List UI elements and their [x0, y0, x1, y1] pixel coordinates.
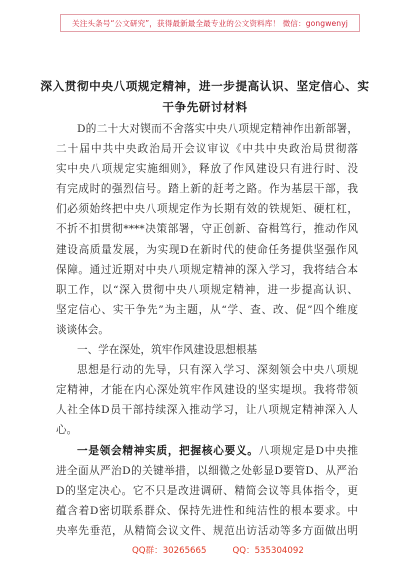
document-title-line-2: 干争先研讨材料	[162, 100, 248, 114]
paragraph-line: 有完成时的强烈信号。踏上新的赶考之路。作为基层干部，我	[56, 183, 358, 196]
paragraph-line: 坚定信心、实干争先”为主题，从“学、查、改、促”四个维度	[56, 303, 358, 316]
paragraph-line: D的二十大对锲而不舍落实中央八项规定精神作出新部署，	[77, 123, 358, 135]
paragraph-line: 二十届中共中央政治局开会议审议《中共中央政治局贯彻落	[56, 143, 358, 156]
paragraph-line: 进全面从严治D的关键举措，以细微之处彰显D要管D、从严治	[56, 464, 358, 477]
paragraph-line: 建设高质量发展，为实现D在新时代的使命任务提供坚强作风	[56, 243, 358, 256]
footer-contact	[132, 544, 304, 556]
section-heading: 一、学在深处，筑牢作风建设思想根基	[77, 344, 258, 357]
header-banner: 关注头条号“公文研究”，获得最新最全最专业的公文资料库！ 微信：gongwenyj	[60, 14, 360, 32]
paragraph-line: 蕴含着D密切联系群众、保持先进性和纯洁性的根本要求。中	[56, 504, 358, 517]
paragraph-line-mixed	[56, 441, 358, 461]
paragraph-line: 心。	[56, 424, 78, 437]
paragraph-line: D的坚定决心。它不只是改进调研、精简会议等具体指令，更	[56, 484, 358, 497]
paragraph-line: 们必须始终把中央八项规定作为长期有效的铁规矩、硬杠杠，	[56, 203, 358, 216]
footer-qq-group: QQ群：30265665	[132, 546, 207, 556]
document-body	[56, 119, 358, 541]
paragraph-line: 谈谈体会。	[56, 323, 109, 336]
document-title-line-1: 深入贯彻中央八项规定精神，进一步提高认识、坚定信心、实	[40, 79, 370, 93]
paragraph-line: 定精神，才能在内心深处筑牢作风建设的坚实堤坝。我将带领	[56, 384, 358, 397]
paragraph-line: 实中央八项规定实施细则》，释放了作风建设只有进行时、没	[56, 163, 358, 176]
paragraph-line: 央率先垂范，从精简会议文件、规范出访活动等多方面做出明	[56, 524, 358, 537]
paragraph-line: 思想是行动的先导，只有深入学习、深刻领会中央八项规	[77, 364, 358, 377]
footer-qq: QQ：535304092	[232, 546, 304, 556]
paragraph-line-tail: 八项规定是D中央推	[258, 444, 358, 457]
paragraph-line: 人社全体D员干部持续深入推动学习，让八项规定精神深入人	[56, 404, 358, 417]
paragraph-line: 不折不扣贯彻****决策部署，守正创新、奋楫笃行，推动作风	[56, 223, 358, 236]
paragraph-line: 职工作，以“深入贯彻中央八项规定精神，进一步提高认识、	[56, 283, 358, 296]
paragraph-line: 保障。通过近期对中央八项规定精神的深入学习，我将结合本	[56, 263, 358, 276]
bold-subheading: 一是领会精神实质，把握核心要义。	[77, 444, 259, 457]
